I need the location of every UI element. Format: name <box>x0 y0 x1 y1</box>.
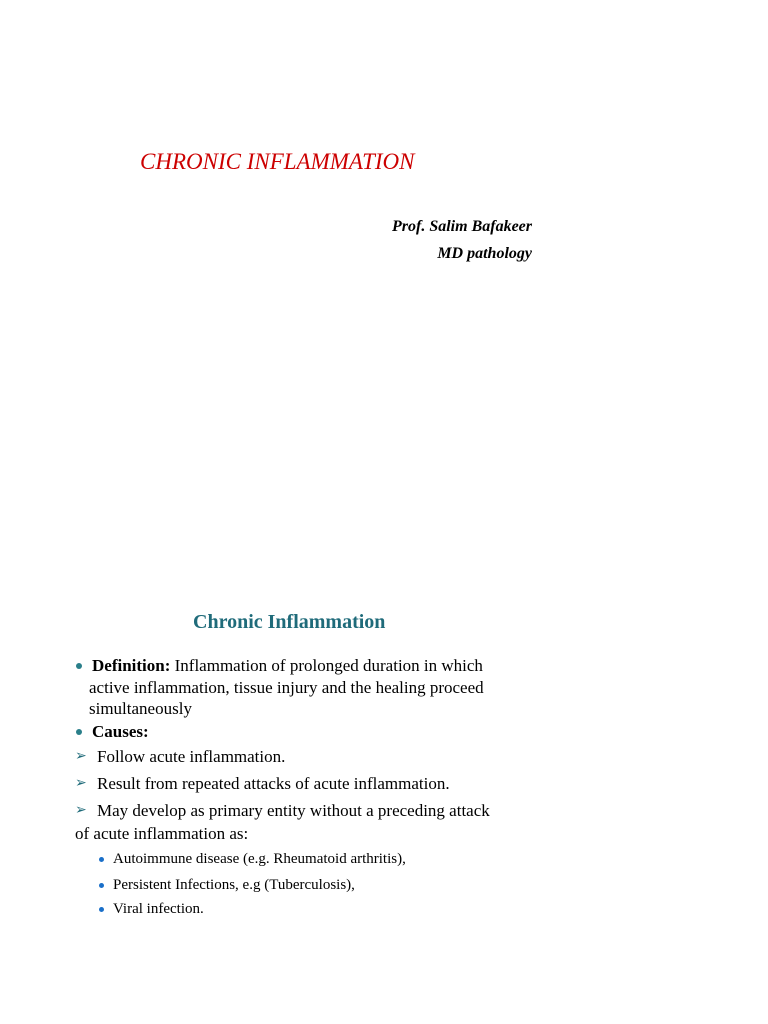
sub-bullet-icon <box>99 907 104 912</box>
cause-item: Follow acute inflammation. <box>97 747 286 766</box>
example-item: Autoimmune disease (e.g. Rheumatoid arthritis), <box>113 851 406 867</box>
cause-item-continuation: of acute inflammation as: <box>75 824 249 843</box>
bullet-dot-icon <box>76 729 82 735</box>
sub-bullet-icon <box>99 857 104 862</box>
causes-label: Causes: <box>92 722 149 741</box>
slide-title: CHRONIC INFLAMMATION <box>140 149 415 174</box>
definition-text: Inflammation of prolonged duration in which <box>170 656 483 675</box>
cause-item: Result from repeated attacks of acute inflammation. <box>97 774 450 793</box>
author-block <box>392 213 532 267</box>
definition-item <box>92 655 552 676</box>
author-credentials: MD pathology <box>437 245 532 262</box>
arrow-bullet-icon: ➢ <box>75 775 87 791</box>
definition-label: Definition: <box>92 656 171 675</box>
arrow-bullet-icon: ➢ <box>75 802 87 818</box>
arrow-bullet-icon: ➢ <box>75 748 87 764</box>
causes-heading <box>92 721 149 742</box>
author-name: Prof. Salim Bafakeer <box>392 218 532 235</box>
bullet-dot-icon <box>76 663 82 669</box>
section-heading: Chronic Inflammation <box>193 611 386 633</box>
definition-line <box>92 655 552 676</box>
definition-line-2: active inflammation, tissue injury and the healing proceed <box>89 678 484 697</box>
example-item: Viral infection. <box>113 901 204 917</box>
definition-line-3: simultaneously <box>89 699 192 718</box>
example-item: Persistent Infections, e.g (Tuberculosis), <box>113 877 355 893</box>
sub-bullet-icon <box>99 883 104 888</box>
cause-item: May develop as primary entity without a preceding attack <box>97 801 490 820</box>
